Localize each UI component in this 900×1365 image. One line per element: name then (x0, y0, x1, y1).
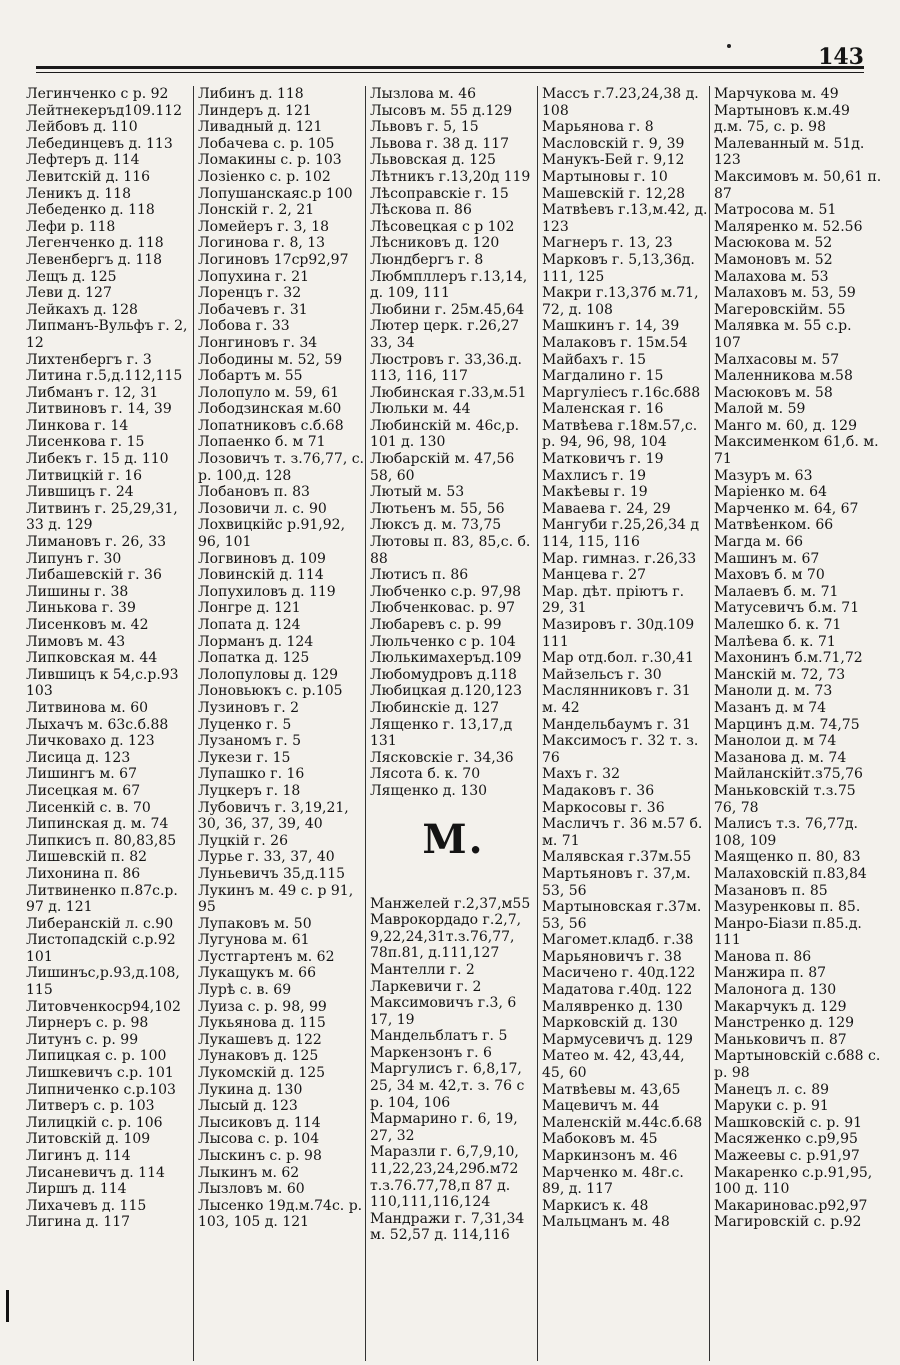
directory-entry: Лимановъ г. 26, 33 (26, 534, 167, 551)
directory-entry: Манецъ л. с. 89 (714, 1081, 830, 1098)
directory-entry: Маркосовы г. 36 (542, 799, 665, 816)
directory-entry: Манжелей г.2,37,м55 (370, 895, 531, 912)
directory-entry: Луньевичъ 35,д.115 (198, 865, 346, 882)
directory-entry: Либекъ г. 15 д. 110 (26, 451, 169, 468)
directory-entry: Липкисъ п. 80,83,85 (26, 832, 177, 849)
directory-entry: Любарскій м. 47,56 58, 60 (370, 451, 519, 484)
directory-entry: Малисъ т.з. 76,77д. 108, 109 (714, 816, 863, 849)
directory-entry: Лорманъ д. 124 (198, 633, 314, 650)
directory-entry: Мандражи г. 7,31,34 м. 52,57 д. 114,116 (370, 1210, 529, 1244)
directory-entry: Ларкевичи г. 2 (370, 978, 482, 995)
directory-entry: Люльченко с р. 104 (370, 633, 516, 650)
directory-entry: Люльки м. 44 (370, 401, 471, 418)
directory-entry: Лиршъ д. 114 (26, 1181, 127, 1198)
directory-entry: Легинченко с р. 92 (26, 86, 169, 102)
directory-entry: Малонога д. 130 (714, 982, 837, 999)
directory-entry: Маленская г. 16 (542, 401, 664, 418)
header-rule (36, 66, 864, 73)
directory-entry: Мар. гимназ. г.26,33 (542, 550, 697, 567)
directory-entry: Маслянниковъ г. 31 м. 42 (542, 683, 696, 716)
directory-entry: Лефи р. 118 (26, 218, 116, 235)
page-number: 143 (818, 44, 864, 70)
directory-entry: Матвѣенком. 66 (714, 517, 834, 534)
directory-entry: Лейбовъ д. 110 (26, 119, 138, 136)
directory-entry: Маріенко м. 64 (714, 484, 827, 501)
directory-entry: Лободины м. 52, 59 (198, 351, 343, 368)
directory-entry: Лупашко г. 16 (198, 766, 305, 783)
directory-entry: Маркисъ к. 48 (542, 1197, 649, 1214)
directory-entry: Малхасовы м. 57 (714, 351, 840, 368)
directory-entry: Логиновъ 17ср92,97 (198, 251, 349, 268)
directory-entry: Масяженко с.р9,95 (714, 1131, 858, 1148)
directory-entry: Литина г.5,д.112,115 (26, 368, 183, 385)
directory-entry: Лохвицкійс р.91,92, 96, 101 (198, 517, 350, 551)
directory-entry: Люлькимахеръд.109 (370, 650, 522, 667)
directory-entry: Маляренко м. 52.56 (714, 218, 863, 235)
directory-entry: Малявка м. 55 с.р. 107 (714, 318, 857, 351)
directory-entry: Марченко м. 48г.с. 89, д. 117 (542, 1164, 689, 1198)
directory-entry: Липинская д. м. 74 (26, 816, 169, 833)
directory-entry: Матео м. 42, 43,44, 45, 60 (542, 1048, 690, 1082)
directory-entry: Мабоковъ м. 45 (542, 1131, 658, 1148)
directory-entry: Лисецкая м. 67 (26, 782, 141, 799)
directory-entry: Леникъ д. 118 (26, 185, 131, 202)
directory-entry: Манстренко д. 129 (714, 1015, 855, 1032)
directory-entry: Липманъ-Вульфъ г. 2, 12 (26, 318, 192, 351)
directory-entry: Львова г. 38 д. 117 (370, 135, 510, 152)
directory-entry: Малаковъ г. 15м.54 (542, 334, 688, 351)
column-5 (710, 86, 886, 1361)
directory-entry: Лукьянова д. 115 (198, 1015, 326, 1032)
directory-entry: Ломейеръ г. 3, 18 (198, 218, 330, 235)
directory-entry: Лыскинъ с. р. 98 (198, 1148, 322, 1164)
directory-entry: Маховъ б. м 70 (714, 567, 825, 584)
directory-entry: Лурье г. 33, 37, 40 (198, 849, 335, 866)
directory-entry: Лейтнекеръд109.112 (26, 102, 183, 119)
directory-entry: Мар. дѣт. пріютъ г. 29, 31 (542, 583, 689, 617)
directory-entry: Лобановъ п. 83 (198, 484, 310, 501)
directory-entry: Маразли г. 6,7,9,10, 11,22,23,24,29б.м72 т.з.76.77,78,п 87 д. 110,111,116,124 (370, 1144, 524, 1211)
directory-entry: Лѣскова п. 86 (370, 202, 472, 219)
directory-entry: Манцева г. 27 (542, 567, 647, 584)
directory-entry: Машкинъ г. 14, 39 (542, 318, 680, 335)
directory-entry: Лясота б. к. 70 (370, 766, 481, 783)
directory-entry: Лопаенко б. м 71 (198, 434, 326, 451)
directory-entry: Макарчукъ д. 129 (714, 998, 847, 1015)
directory-entry: Лузаномъ г. 5 (198, 733, 302, 750)
directory-entry: Махъ г. 32 (542, 766, 620, 783)
directory-entry: Лобачева с. р. 105 (198, 135, 335, 152)
directory-entry: Лимовъ м. 43 (26, 633, 126, 650)
directory-entry: Люксъ д. м. 73,75 (370, 517, 502, 534)
directory-entry: Марковскій д. 130 (542, 1015, 678, 1032)
directory-entry: Мандельбаумъ г. 31 (542, 716, 691, 733)
directory-entry: Малой м. 59 (714, 401, 806, 418)
directory-entry: Машинъ м. 67 (714, 550, 820, 567)
directory-entry: Мальцманъ м. 48 (542, 1214, 670, 1231)
directory-entry: Максимовъ м. 50,61 п. 87 (714, 168, 886, 202)
directory-entry: Линькова г. 39 (26, 600, 136, 617)
directory-entry: Листопадскій с.р.92 101 (26, 932, 181, 965)
directory-entry: Литвиненко п.87с.р. 97 д. 121 (26, 882, 183, 916)
directory-entry: Либманъ г. 12, 31 (26, 384, 159, 401)
directory-entry: Мадаковъ г. 36 (542, 782, 655, 799)
directory-entry: Маруки с. р. 91 (714, 1098, 829, 1115)
directory-entry: Лисенковъ м. 42 (26, 617, 149, 633)
directory-entry: Люстровъ г. 33,36.д. 113, 116, 117 (370, 351, 527, 385)
directory-entry: Лысенко 19д.м.74с. р. 103, 105 д. 121 (198, 1197, 367, 1231)
directory-entry: Лѣсопрaвскіе г. 15 (370, 185, 509, 202)
directory-entry: Масловскій г. 9, 39 (542, 135, 685, 152)
directory-entry: Мадатова г.40д. 122 (542, 982, 693, 999)
directory-entry: Мацевичъ м. 44 (542, 1098, 660, 1115)
directory-entry: Леви д. 127 (26, 285, 112, 302)
directory-entry: Лисенкова г. 15 (26, 434, 145, 451)
print-speck (727, 44, 731, 48)
directory-entry: Лопата д. 124 (198, 617, 301, 633)
directory-entry: Львовъ г. 5, 15 (370, 119, 479, 136)
directory-entry: Манолои д. м 74 (714, 733, 837, 750)
directory-entry: Лысый д. 123 (198, 1098, 298, 1115)
column-3 (366, 86, 538, 1361)
directory-entry: Манова п. 86 (714, 948, 812, 965)
directory-entry: Малявренко д. 130 (542, 998, 683, 1015)
directory-entry: Матвѣевъ г.13,м.42, д. 123 (542, 202, 712, 235)
directory-entry: Любинскіе д. 127 (370, 699, 500, 716)
directory-entry: Маноли д. м. 73 (714, 683, 833, 700)
directory-entry: Лопухина г. 21 (198, 268, 310, 285)
directory-entry: Лугунова м. 61 (198, 932, 310, 949)
directory-entry: Лыкинъ м. 62 (198, 1164, 300, 1181)
directory-entry: Масичено г. 40д.122 (542, 965, 696, 982)
directory-entry: Лишингъ м. 67 (26, 766, 137, 783)
directory-entry: Макри г.13,37б м.71, 72, д. 108 (542, 285, 703, 318)
directory-entry: Лисаневичъ д. 114 (26, 1164, 165, 1181)
directory-entry: Максимовичъ г.3, 6 17, 19 (370, 995, 521, 1028)
directory-entry: Литовченкоср94,102 (26, 998, 181, 1015)
directory-entry: Лукези г. 15 (198, 749, 291, 766)
directory-entry: Любаревъ с. р. 99 (370, 617, 502, 633)
directory-entry: Лигинъ д. 114 (26, 1148, 131, 1164)
directory-entry: Малаховскій п.83,84 (714, 865, 867, 882)
directory-entry: Мандельблатъ г. 5 (370, 1028, 508, 1045)
directory-entry: Литвицкій г. 16 (26, 467, 143, 484)
directory-entry: Лившицъ г. 24 (26, 484, 134, 501)
directory-entry: Львовская д. 125 (370, 152, 496, 169)
directory-entry: Любинскій м. 46с,р. 101 д. 130 (370, 417, 524, 451)
directory-entry: Макариновас.р92,97 (714, 1197, 868, 1214)
directory-entry: Лызловъ м. 60 (198, 1181, 305, 1198)
directory-entry: Лютьенъ м. 55, 56 (370, 500, 505, 517)
directory-entry: Логинова г. 8, 13 (198, 235, 326, 252)
directory-entry: Ломакины с. р. 103 (198, 152, 342, 169)
directory-entry: Лишкевичъ с.р. 101 (26, 1065, 174, 1082)
directory-entry: Лобачевъ г. 31 (198, 301, 308, 318)
directory-entry: Липковская м. 44 (26, 650, 158, 667)
directory-entry: Лыхачъ м. 63с.б.88 (26, 716, 169, 733)
directory-entry: Майланскійт.з75,76 (714, 766, 863, 783)
directory-entry: Лысова с. р. 104 (198, 1131, 320, 1148)
directory-entry: Манго м. 60, д. 129 (714, 417, 857, 434)
directory-entry: Марьянова г. 8 (542, 119, 654, 136)
directory-entry: Лобартъ м. 55 (198, 368, 303, 385)
directory-entry: Маященко п. 80, 83 (714, 849, 861, 866)
directory-entry: Любини г. 25м.45,64 (370, 301, 525, 318)
directory-entry: Лютый м. 53 (370, 484, 465, 501)
directory-entry: Манро-Біази п.85.д. 111 (714, 915, 867, 949)
directory-entry: Липицкая с. р. 100 (26, 1048, 167, 1065)
directory-entry: Лютер церк. г.26,27 33, 34 (370, 318, 524, 351)
directory-entry: Машковскій с. р. 91 (714, 1114, 863, 1131)
directory-entry: Лубовичъ г. 3,19,21, 30, 36, 37, 39, 40 (198, 799, 354, 833)
directory-entry: Машевскій г. 12,28 (542, 185, 686, 202)
column-2 (194, 86, 369, 1361)
directory-entry: Малаевъ б. м. 71 (714, 583, 839, 600)
directory-entry: Лолопуловы д. 129 (198, 666, 339, 683)
directory-entry: Лейкахъ д. 128 (26, 301, 138, 318)
directory-entry: Мартыновы г. 10 (542, 168, 668, 185)
directory-entry: Маньковскій т.з.75 76, 78 (714, 782, 861, 816)
directory-entry: Лопушанскаяс.р 100 (198, 185, 353, 202)
section-letter: М. (422, 815, 485, 863)
directory-entry: Липунъ г. 30 (26, 550, 122, 567)
directory-entry: Лисица д. 123 (26, 749, 131, 766)
directory-entry: Маваева г. 24, 29 (542, 500, 671, 517)
directory-entry: Лоренцъ г. 32 (198, 285, 302, 302)
directory-entry: Лонгре д. 121 (198, 600, 301, 617)
directory-columns (22, 86, 886, 1361)
directory-entry: Лукинъ м. 49 с. р 91, 95 (198, 882, 358, 916)
directory-entry: Лебединцевъ д. 113 (26, 135, 173, 152)
column-4 (538, 86, 710, 1361)
directory-entry: Липниченко с.р.103 (26, 1081, 176, 1098)
directory-entry: Максименком 61,б. м. 71 (714, 434, 884, 468)
directory-entry: Магда м. 66 (714, 534, 804, 551)
directory-entry: Лященко г. 13,17,д 131 (370, 716, 517, 750)
directory-entry: Мазанова д. м. 74 (714, 749, 847, 766)
directory-entry: Линдеръ д. 121 (198, 102, 312, 119)
directory-entry: Маврокордадо г.2,7, 9,22,24,31т.з.76,77, 78п.81, д.111,127 (370, 912, 526, 962)
directory-entry: Литвиновъ г. 14, 39 (26, 401, 172, 418)
directory-entry: Матусевичъ б.м. 71 (714, 600, 860, 617)
directory-entry: Маленскій м.44с.б.68 (542, 1114, 703, 1131)
directory-entry: Лунаковъ д. 125 (198, 1048, 319, 1065)
directory-entry: Лютисъ п. 86 (370, 567, 469, 584)
margin-ink-mark (6, 1290, 9, 1322)
directory-entry: Мартыновская г.37м. 53, 56 (542, 899, 706, 932)
directory-entry: Лозіенко с. р. 102 (198, 168, 331, 185)
directory-entry: Манукъ-Бей г. 9,12 (542, 152, 685, 169)
directory-entry: Лебеденко д. 118 (26, 202, 155, 219)
directory-entry: Любомудровъ д.118 (370, 666, 517, 683)
directory-entry: Манскій м. 72, 73 (714, 666, 846, 683)
directory-entry: Масличъ г. 36 м.57 б. м. 71 (542, 816, 707, 849)
directory-entry: Лѣсниковъ д. 120 (370, 235, 500, 252)
directory-entry: Мартыновскій с.б88 с. р. 98 (714, 1048, 885, 1082)
directory-entry: Магеровскійм. 55 (714, 301, 846, 318)
directory-entry: Лозовичи л. с. 90 (198, 500, 327, 517)
directory-entry: Литверъ с. р. 103 (26, 1098, 155, 1115)
directory-entry: Матковичъ г. 19 (542, 451, 664, 468)
directory-entry: Либашевскій г. 36 (26, 567, 162, 584)
directory-entry: Лефтеръ д. 114 (26, 152, 140, 169)
directory-entry: Лупаковъ м. 50 (198, 915, 312, 932)
directory-entry: Маленникова м.58 (714, 368, 853, 385)
directory-entry: Луцкеръ г. 18 (198, 782, 301, 799)
directory-entry: Лободзинская м.60 (198, 401, 342, 418)
directory-entry: Луцкій г. 26 (198, 832, 288, 849)
directory-entry: Лопатниковъ с.б.68 (198, 417, 344, 434)
directory-entry: Лишины г. 38 (26, 583, 129, 600)
directory-entry: Малеванный м. 51д. 123 (714, 135, 869, 169)
column-1 (22, 86, 194, 1361)
directory-entry: Мангуби г.25,26,34 д 114, 115, 116 (542, 517, 704, 551)
directory-entry: Лызлова м. 46 (370, 86, 477, 102)
directory-entry: Малѣева б. к. 71 (714, 633, 836, 650)
directory-entry: Лобова г. 33 (198, 318, 290, 335)
directory-entry: Масюкова м. 52 (714, 235, 833, 252)
directory-entry: Лютовы п. 83, 85,с. б. 88 (370, 534, 535, 567)
directory-entry: Лихонина п. 86 (26, 865, 141, 882)
directory-entry: Литвинъ г. 25,29,31, 33 д. 129 (26, 500, 183, 534)
directory-entry: Лустгартенъ м. 62 (198, 948, 335, 965)
directory-entry: Мазуренковы п. 85. (714, 899, 861, 916)
directory-entry: Массъ г.7.23,24,38 д. 108 (542, 86, 704, 119)
directory-entry: Лузиновъ г. 2 (198, 699, 300, 716)
directory-entry: Легенченко д. 118 (26, 235, 164, 252)
directory-entry: Лихтенбергъ г. 3 (26, 351, 152, 368)
directory-entry: Мартьяновъ г. 37,м. 53, 56 (542, 865, 696, 899)
directory-entry: Левитскій д. 116 (26, 168, 151, 185)
directory-entry: Мазанъ д. м 74 (714, 699, 827, 716)
directory-entry: Лоновьюкъ с. р.105 (198, 683, 343, 700)
directory-entry: Литовскій д. 109 (26, 1131, 151, 1148)
directory-entry: Махонинъ б.м.71,72 (714, 650, 863, 667)
directory-entry: Литвинова м. 60 (26, 699, 149, 716)
directory-entry: Лукомскій д. 125 (198, 1065, 326, 1082)
directory-entry: Максимосъ г. 32 т. з. 76 (542, 733, 703, 766)
directory-entry: Магомет.кладб. г.38 (542, 932, 694, 949)
directory-entry: Мантелли г. 2 (370, 961, 475, 978)
directory-entry: Лысовъ м. 55 д.129 (370, 102, 513, 119)
directory-entry: Лонгиновъ г. 34 (198, 334, 318, 351)
directory-entry: Лукина д. 130 (198, 1081, 303, 1098)
directory-entry: Любченко с.р. 97,98 (370, 583, 522, 600)
directory-entry: Матвѣевы м. 43,65 (542, 1081, 681, 1098)
directory-entry: Манжира п. 87 (714, 965, 827, 982)
directory-entry: Линкова г. 14 (26, 417, 129, 434)
directory-entry: Ловинскій д. 114 (198, 567, 324, 584)
directory-entry: Ливадный д. 121 (198, 119, 323, 136)
directory-entry: Малахова м. 53 (714, 268, 829, 285)
directory-entry: Лозовичъ т. з.76,77, с. р. 100,д. 128 (198, 451, 369, 484)
directory-entry: Лишевскій п. 82 (26, 849, 148, 866)
directory-entry: Маргулисъ г. 6,8,17, 25, 34 м. 42,т. з. 76 с р. 104, 106 (370, 1061, 529, 1111)
directory-entry: Малаховъ м. 53, 59 (714, 285, 856, 302)
directory-entry: Магдалино г. 15 (542, 368, 664, 385)
directory-entry: Лѣтникъ г.13,20д 119 (370, 168, 531, 185)
directory-entry: Майбахъ г. 15 (542, 351, 647, 368)
directory-entry: Марчукова м. 49 (714, 86, 839, 102)
directory-entry: Махлисъ г. 19 (542, 467, 647, 484)
directory-entry: Лолопуло м. 59, 61 (198, 384, 340, 401)
directory-entry: Лященко д. 130 (370, 782, 488, 799)
directory-entry: Луценко г. 5 (198, 716, 292, 733)
directory-entry: Лишинъс,р.93,д.108, 115 (26, 965, 185, 999)
directory-entry: Люндбергъ г. 8 (370, 251, 484, 268)
directory-entry: Лопухиловъ д. 119 (198, 583, 336, 600)
directory-entry: Мамоновъ м. 52 (714, 251, 833, 268)
directory-entry: Маркинзонъ м. 46 (542, 1148, 678, 1164)
directory-entry: Лясковскіе г. 34,36 (370, 749, 514, 766)
directory-entry: Логвиновъ д. 109 (198, 550, 326, 567)
directory-entry: Мармарино г. 6, 19, 27, 32 (370, 1111, 523, 1144)
directory-entry: Лысиковъ д. 114 (198, 1114, 321, 1131)
directory-entry: Любицкая д.120,123 (370, 683, 522, 700)
directory-entry: Лихачевъ д. 115 (26, 1197, 147, 1214)
directory-entry: Лукашевъ д. 122 (198, 1031, 322, 1048)
directory-entry: Масюковъ м. 58 (714, 384, 833, 401)
directory-entry: Маньковичъ п. 87 (714, 1031, 847, 1048)
directory-entry: Малявская г.37м.55 (542, 849, 692, 866)
directory-entry: Макѣевы г. 19 (542, 484, 648, 501)
directory-entry: Марцинъ д.м. 74,75 (714, 716, 860, 733)
directory-entry: Лирнеръ с. р. 98 (26, 1015, 149, 1032)
directory-entry: Луиза с. р. 98, 99 (198, 998, 327, 1015)
directory-entry: Мармусевичъ д. 129 (542, 1031, 693, 1048)
directory-entry: Лонскій г. 2, 21 (198, 202, 315, 219)
directory-entry: Малешко б. к. 71 (714, 617, 842, 633)
directory-entry: Матвѣева г.18м.57,с. р. 94, 96, 98, 104 (542, 417, 702, 451)
directory-entry: Либинъ д. 118 (198, 86, 304, 102)
directory-entry: Макаренко с.р.91,95, 100 д. 110 (714, 1164, 877, 1198)
directory-entry: Мажеевы с. р.91,97 (714, 1148, 860, 1164)
directory-entry: Матросова м. 51 (714, 202, 837, 219)
directory-entry: Лившицъ к 54,с.р.93 103 (26, 666, 184, 700)
directory-entry: Мазановъ п. 85 (714, 882, 828, 899)
directory-entry: Либеранскій л. с.90 (26, 915, 174, 932)
directory-entry: Мартыновъ к.м.49 д.м. 75, с. р. 98 (714, 102, 855, 136)
directory-entry: Лилицкій с. р. 106 (26, 1114, 163, 1131)
directory-entry: Лигина д. 117 (26, 1214, 131, 1231)
directory-entry: Маргуліесъ г.16с.б88 (542, 384, 701, 401)
directory-entry: Марченко м. 64, 67 (714, 500, 859, 517)
directory-entry: Любинская г.33,м.51 (370, 384, 527, 401)
directory-entry: Марковъ г. 5,13,36д. 111, 125 (542, 251, 700, 285)
directory-entry: Лукащукъ м. 66 (198, 965, 316, 982)
directory-entry: Лурѣ с. в. 69 (198, 982, 292, 999)
directory-entry: Майзельсъ г. 30 (542, 666, 662, 683)
directory-entry: Маркензонъ г. 6 (370, 1044, 492, 1061)
directory-entry: Марьяновичъ г. 38 (542, 948, 682, 965)
directory-entry: Лопатка д. 125 (198, 650, 310, 667)
directory-entry: Лещъ д. 125 (26, 268, 117, 285)
directory-entry: Любченковас. р. 97 (370, 600, 515, 617)
directory-entry: Любмпллеръ г.13,14, д. 109, 111 (370, 268, 532, 302)
directory-entry: Личковахо д. 123 (26, 733, 155, 750)
directory-entry: Магировскій с. р.92 (714, 1214, 862, 1231)
directory-entry: Литунъ с. р. 99 (26, 1031, 139, 1048)
directory-entry: Магнеръ г. 13, 23 (542, 235, 673, 252)
directory-entry: Мазуръ м. 63 (714, 467, 813, 484)
directory-entry: Мар отд.бол. г.30,41 (542, 650, 694, 667)
directory-entry: Левенбергъ д. 118 (26, 251, 163, 268)
directory-entry: Мазировъ г. 30д.109 111 (542, 617, 699, 650)
directory-entry: Лѣсовецкая с р 102 (370, 218, 515, 235)
directory-entry: Лисенкій с. в. 70 (26, 799, 151, 816)
